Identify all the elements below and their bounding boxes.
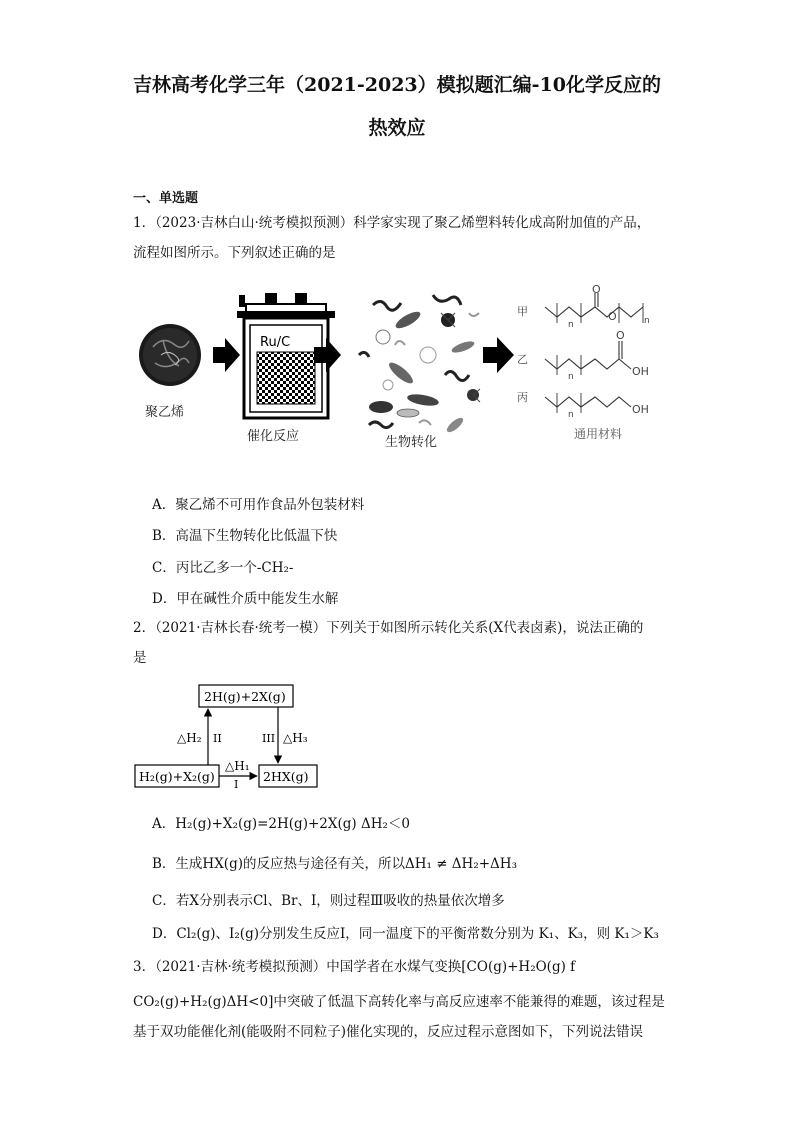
sub-n-2: n xyxy=(644,316,650,326)
q2-step-ii: II xyxy=(213,732,222,745)
q2-step-iii: III xyxy=(262,732,276,745)
label-general-materials: 通用材料 xyxy=(574,427,623,441)
q3-stem-line2: CO₂(g)+H₂(g)ΔH<0]中突破了低温下高转化率与高反应速率不能兼得的难题，该过程是 xyxy=(133,994,665,1010)
q2-option-a: A．H₂(g)+X₂(g)=2H(g)+2X(g) ΔH₂＜0 xyxy=(152,816,410,832)
q1-option-b: B．高温下生物转化比低温下快 xyxy=(152,528,338,544)
sub-n-1: n xyxy=(568,320,574,330)
microbes-image xyxy=(359,295,480,434)
q2-dh3: △H₃ xyxy=(283,731,308,745)
label-biotransformation: 生物转化 xyxy=(385,435,438,450)
q2-right-box: 2HX(g) xyxy=(263,769,309,784)
q2-energy-cycle-figure xyxy=(133,680,343,788)
q2-option-d: D．Cl₂(g)、I₂(g)分别发生反应I，同一温度下的平衡常数分别为 K₁、K₃，则 K₁＞K₃ xyxy=(152,926,659,942)
q2-dh2: △H₂ xyxy=(177,731,202,745)
q1-option-c: C．丙比乙多一个-CH₂- xyxy=(152,560,294,576)
q2-dh1: △H₁ xyxy=(225,759,250,773)
sub-n-4: n xyxy=(568,410,574,420)
hydroxyl-bing: OH xyxy=(632,403,649,416)
q1-option-d: D．甲在碱性介质中能发生水解 xyxy=(152,591,339,607)
label-yi: 乙 xyxy=(517,353,528,366)
label-bing: 丙 xyxy=(517,391,528,404)
q2-option-b: B．生成HX(g)的反应热与途径有关，所以ΔH₁ ≠ ΔH₂+ΔH₃ xyxy=(152,856,517,872)
document-title-line2: 热效应 xyxy=(368,117,426,139)
sub-n-3: n xyxy=(568,372,574,382)
q2-step-i: I xyxy=(234,778,239,788)
label-jia: 甲 xyxy=(517,305,528,318)
label-catalytic-reaction: 催化反应 xyxy=(247,429,300,444)
carbonyl-o-jia: O xyxy=(592,285,601,296)
label-polyethylene: 聚乙烯 xyxy=(145,405,185,420)
q2-stem-line2: 是 xyxy=(133,650,147,666)
q2-left-box: H₂(g)+X₂(g) xyxy=(139,769,215,784)
q2-stem-line1: 2．（2021·吉林长春·统考一模）下列关于如图所示转化关系(X代表卤素)，说法正确的 xyxy=(133,620,644,636)
arrow-right-icon xyxy=(483,337,514,373)
q1-process-figure xyxy=(133,285,673,460)
section-heading: 一、单选题 xyxy=(133,191,199,206)
product-structures xyxy=(545,293,643,413)
q2-option-c: C．若X分别表示Cl、Br、I，则过程Ⅲ吸收的热量依次增多 xyxy=(152,893,505,909)
arrow-right-icon xyxy=(213,338,240,372)
carbonyl-o-yi: O xyxy=(616,329,625,342)
q3-stem-line1: 3．（2021·吉林·统考模拟预测）中国学者在水煤气变换[CO(g)+H₂O(g) f xyxy=(133,959,576,975)
reactor-label: Ru/C xyxy=(260,335,291,350)
document-title-line1: 吉林高考化学三年（2021-2023）模拟题汇编-10化学反应的 xyxy=(133,74,661,96)
ester-o-jia: O xyxy=(608,310,617,323)
q3-stem-line3: 基于双功能催化剂(能吸附不同粒子)催化实现的，反应过程示意图如下，下列说法错误 xyxy=(133,1024,644,1040)
q1-option-a: A．聚乙烯不可用作食品外包装材料 xyxy=(152,497,365,513)
polyethylene-image xyxy=(139,324,201,386)
q1-stem-line1: 1．（2023·吉林白山·统考模拟预测）科学家实现了聚乙烯塑料转化成高附加值的产品， xyxy=(133,215,651,231)
hydroxyl-yi: OH xyxy=(632,365,649,378)
q2-top-box: 2H(g)+2X(g) xyxy=(204,689,286,704)
q1-stem-line2: 流程如图所示。下列叙述正确的是 xyxy=(133,245,336,261)
